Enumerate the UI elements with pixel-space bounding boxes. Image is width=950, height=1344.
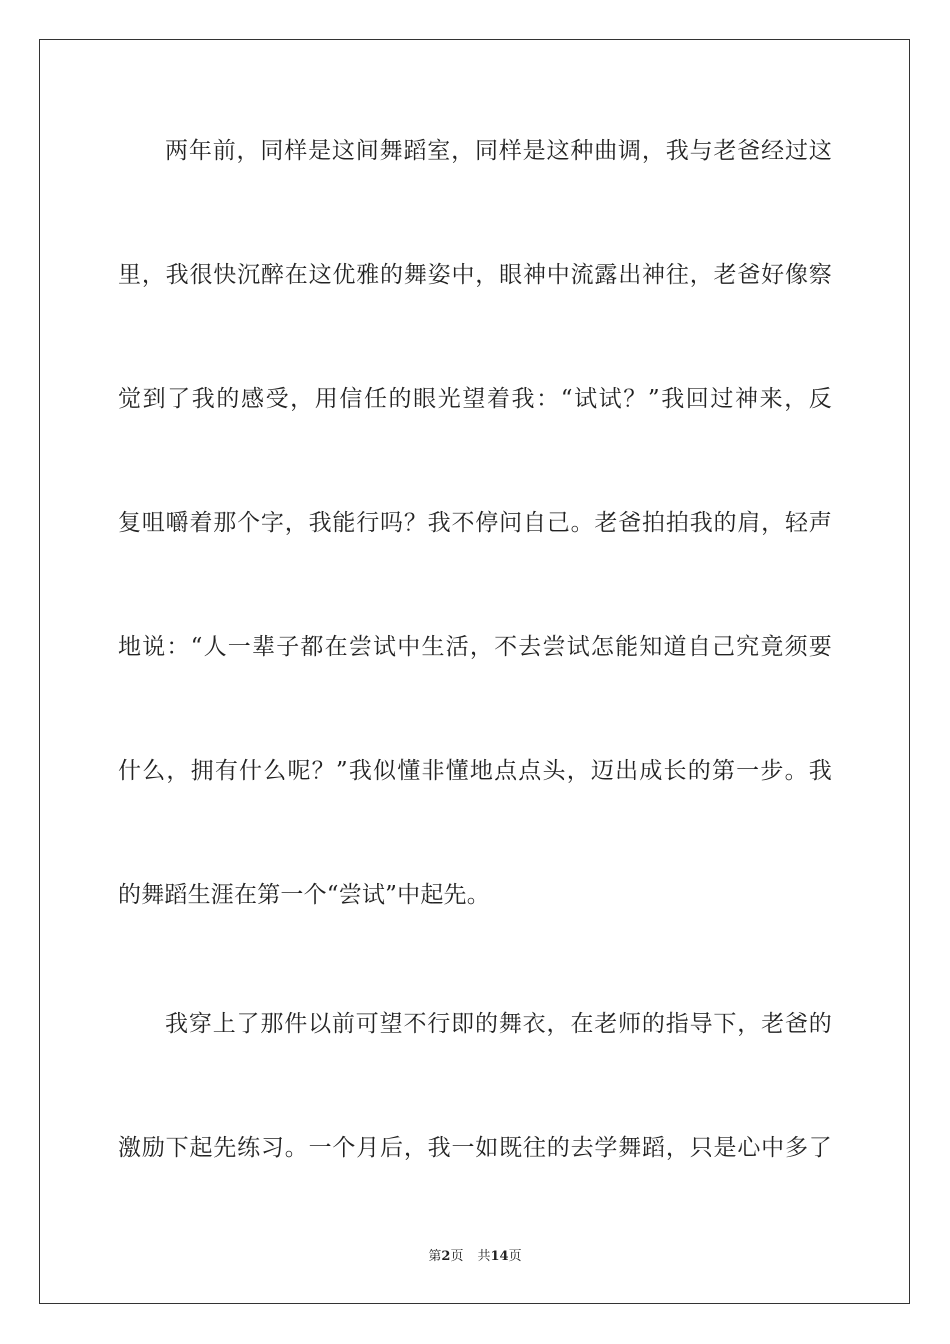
paragraph-2-line-1: 我穿上了那件以前可望不行即的舞衣，在老师的指导下，老爸的: [165, 1011, 832, 1037]
footer-page-unit: 页: [450, 1249, 464, 1264]
footer-total-unit: 页: [508, 1249, 522, 1264]
paragraph-1-line-6: 什么，拥有什么呢？”我似懂非懂地点点头，迈出成长的第一步。我: [118, 758, 832, 784]
paragraph-1-line-3: 觉到了我的感受，用信任的眼光望着我：“试试？”我回过神来，反: [118, 386, 832, 412]
paragraph-1-line-2: 里，我很快沉醉在这优雅的舞姿中，眼神中流露出神往，老爸好像察: [118, 262, 832, 288]
paragraph-1-line-7: 的舞蹈生涯在第一个“尝试”中起先。: [118, 882, 490, 908]
footer-page-prefix: 第: [428, 1249, 442, 1264]
page-border: [39, 39, 910, 1304]
paragraph-2-line-2: 激励下起先练习。一个月后，我一如既往的去学舞蹈，只是心中多了: [118, 1135, 832, 1161]
paragraph-1-line-1: 两年前，同样是这间舞蹈室，同样是这种曲调，我与老爸经过这: [165, 138, 832, 164]
footer-page-total: 14: [490, 1249, 509, 1264]
paragraph-1-line-4: 复咀嚼着那个字，我能行吗？我不停问自己。老爸拍拍我的肩，轻声: [118, 510, 832, 536]
footer-total-prefix: 共: [477, 1249, 491, 1264]
paragraph-1-line-5: 地说：“人一辈子都在尝试中生活，不去尝试怎能知道自己究竟须要: [118, 634, 832, 660]
footer-page-current: 2: [441, 1249, 451, 1264]
page-footer: [0, 1248, 950, 1266]
